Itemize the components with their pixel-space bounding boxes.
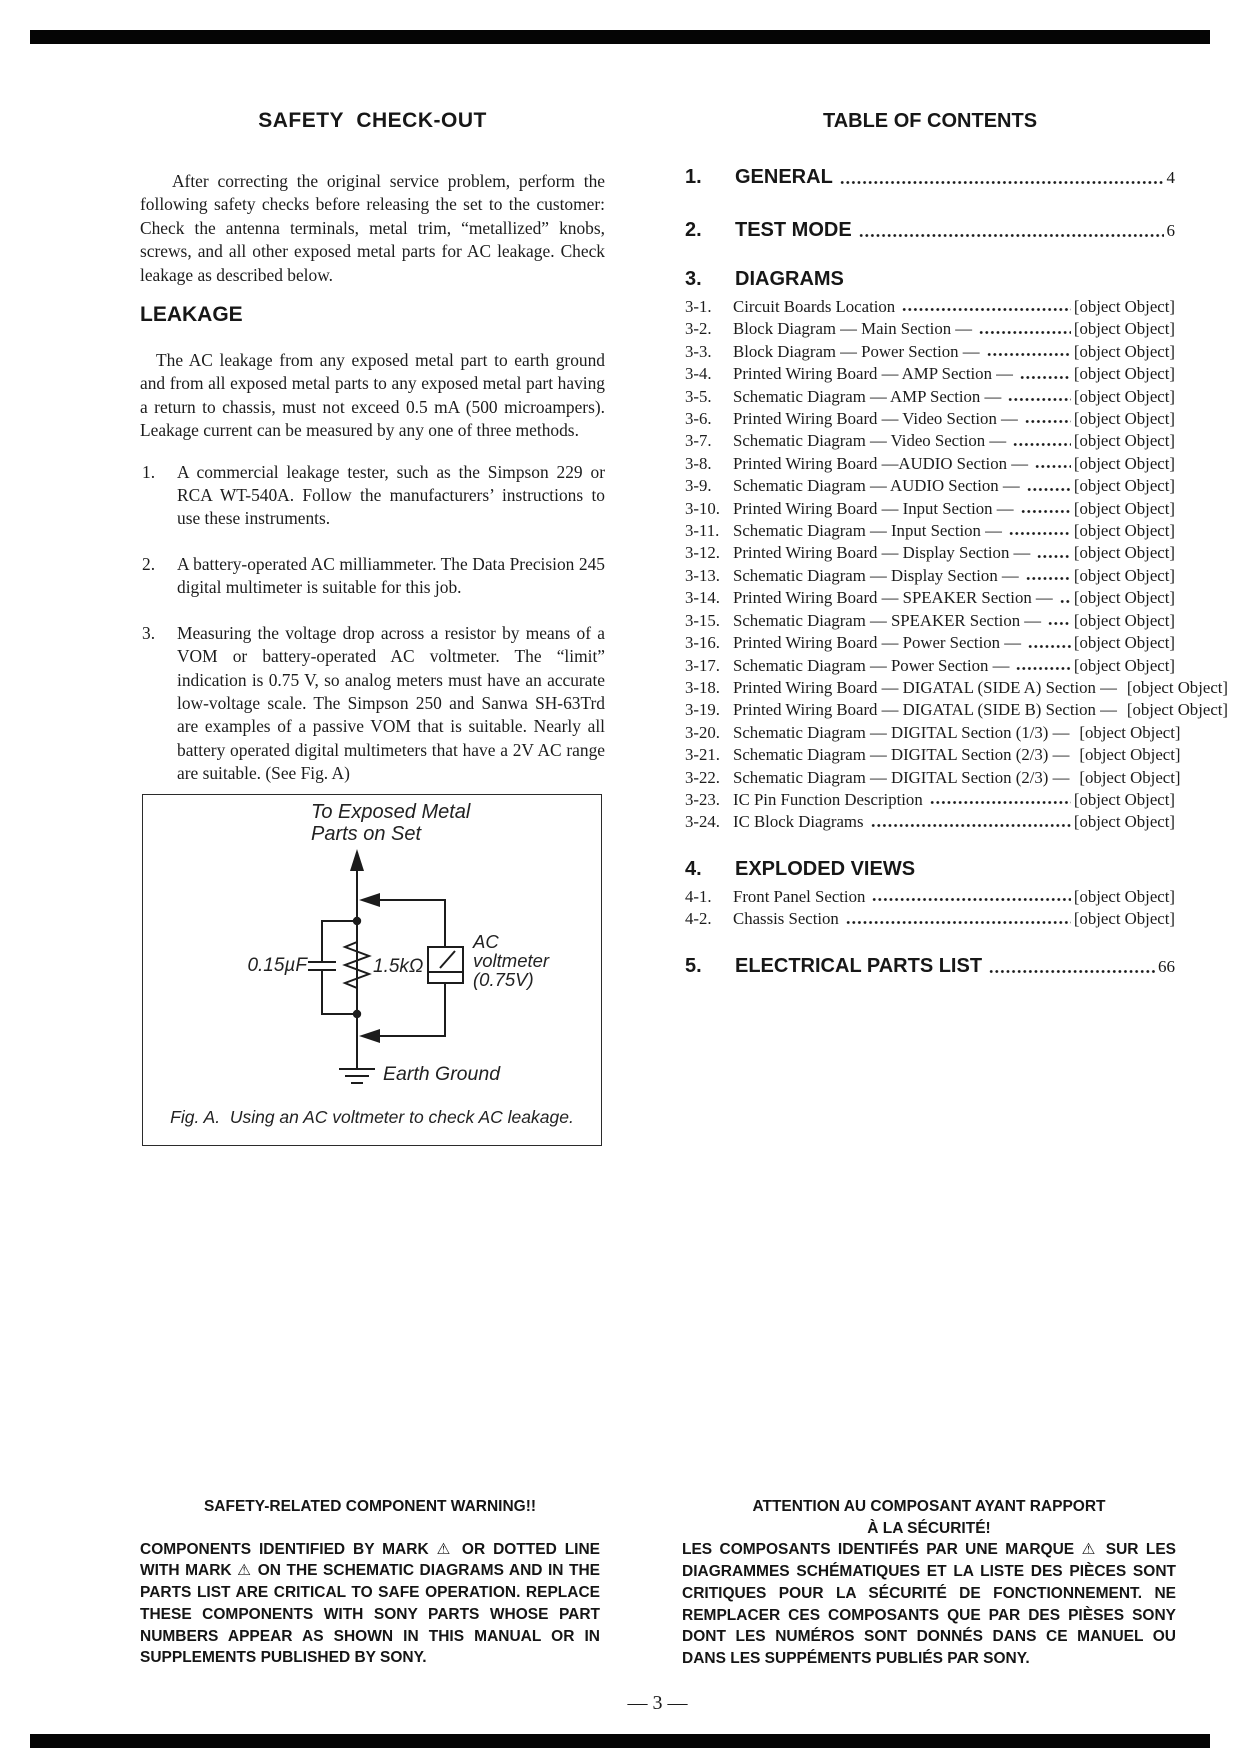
toc-subentry-page: [object Object] xyxy=(1073,386,1175,406)
toc-subentry-number: 3-10. xyxy=(685,498,720,518)
toc-entry-general xyxy=(685,164,1175,191)
toc-subentry xyxy=(685,744,1181,766)
toc-entry-number: 3. xyxy=(685,268,702,290)
toc-subentry-page: [object Object] xyxy=(1073,453,1175,473)
warning-title-line: À LA SÉCURITÉ! xyxy=(867,1519,991,1537)
toc-subentry-title: Chassis Section xyxy=(733,909,839,929)
toc-subentry-number: 3-20. xyxy=(685,722,720,742)
toc-subentry-title: Printed Wiring Board — DIGATAL (SIDE A) Section — xyxy=(733,677,1117,697)
toc-entry-diagrams xyxy=(685,266,1175,292)
leakage-body: The AC leakage from any exposed metal part to earth ground and from all exposed metal parts to any exposed metal part having a return to chassis, must not exceed 0.5 mA (500 microampers). Leakage current can be measured by any one of three methods. xyxy=(140,350,605,441)
figure-label-exposed-metal xyxy=(311,801,470,845)
leakage-methods-list xyxy=(140,461,605,786)
toc-subentry xyxy=(685,498,1175,520)
voltmeter-label xyxy=(473,932,549,989)
dotted-leader xyxy=(1048,619,1071,628)
safety-warning-french xyxy=(682,1496,1176,1670)
earth-ground-label: Earth Ground xyxy=(383,1062,501,1085)
toc-subentry-number: 4-2. xyxy=(685,909,712,929)
safety-checkout-title: SAFETY CHECK-OUT xyxy=(258,109,487,132)
toc-subentry-number: 3-24. xyxy=(685,812,720,832)
leakage-heading: LEAKAGE xyxy=(140,303,243,327)
warning-body: LES COMPOSANTS IDENTIFÉS PAR UNE MARQUE ⚠ SUR LES DIAGRAMMES SCHÉMATIQUES ET LA LISTE DES PIÈCES SONT CRITIQUES POUR LA SÉCURITÉ DE FONCTIONNEMENT. NE REMPLACER CES COMPOSANTS QUE PAR DES PIÈSES SONY DONT LES NUMÉROS SONT DONNÉS DANS CE MANUEL OU DANS LES SUPPÉMENTS PUBLIÉS PAR SONY. xyxy=(682,1541,1176,1667)
toc-subentry-page: [object Object] xyxy=(1079,745,1181,765)
toc-subentry xyxy=(685,520,1175,542)
toc-subentry-title: Printed Wiring Board — SPEAKER Section — xyxy=(733,588,1053,608)
toc-entry-number: 2. xyxy=(685,219,702,241)
figure-label-line: voltmeter xyxy=(473,949,550,971)
toc-subentry xyxy=(685,408,1175,430)
toc-entry-number: 1. xyxy=(685,166,702,188)
toc-entry-title: GENERAL xyxy=(735,166,833,188)
dotted-leader xyxy=(1026,574,1071,583)
toc-subentry-title: IC Block Diagrams xyxy=(733,812,864,832)
toc-subentry xyxy=(685,722,1181,744)
figure-caption: Fig. A. Using an AC voltmeter to check AC leakage. xyxy=(170,1106,574,1127)
figure-label-line: (0.75V) xyxy=(473,968,534,990)
toc-subentry-title: Printed Wiring Board — Video Section — xyxy=(733,409,1018,429)
toc-subentry-number: 3-21. xyxy=(685,745,720,765)
toc-subentry-title: Printed Wiring Board — Display Section — xyxy=(733,543,1031,563)
toc-subentry xyxy=(685,386,1175,408)
toc-subentry xyxy=(685,542,1175,564)
toc-subentry-page: [object Object] xyxy=(1126,677,1229,697)
dotted-leader xyxy=(1027,485,1071,494)
toc-subentry xyxy=(685,587,1175,609)
dotted-leader xyxy=(1037,552,1071,561)
toc-subentry-title: Schematic Diagram — Input Section — xyxy=(733,521,1002,541)
list-item-number: 1. xyxy=(142,461,156,482)
list-item-text: Measuring the voltage drop across a resistor by means of a VOM or battery-operated AC voltmeter. The “limit” indication is 0.75 V, so analog meters must have an accurate low-voltage scale. The Simpson 250 and Sanwa SH-63Trd are examples of a passive VOM that is suitable. Nearly all battery operated digital multimeters that have a 2V AC range are suitable. (See Fig. A) xyxy=(177,622,605,784)
ground-symbol xyxy=(339,1069,375,1083)
toc-subentry-page: [object Object] xyxy=(1073,886,1175,906)
toc-subentry-page: [object Object] xyxy=(1073,498,1175,518)
dotted-leader xyxy=(872,895,1071,904)
dotted-leader xyxy=(1020,373,1071,382)
toc-subentry-number: 3-14. xyxy=(685,588,720,608)
dotted-leader xyxy=(871,821,1071,830)
toc-subentry-title: Schematic Diagram — Power Section — xyxy=(733,655,1010,675)
toc-subentry-page: [object Object] xyxy=(1073,364,1175,384)
toc-subentry xyxy=(685,699,1229,721)
list-item-text: A battery-operated AC milliammeter. The Data Precision 245 digital multimeter is suitable for this job. xyxy=(177,553,605,598)
bottom-divider-bar xyxy=(30,1734,1210,1748)
toc-subentry-page: [object Object] xyxy=(1073,588,1175,608)
toc-subentry-number: 3-17. xyxy=(685,655,720,675)
toc-subentry-title: Printed Wiring Board — Power Section — xyxy=(733,633,1021,653)
toc-subentry-title: Printed Wiring Board — AMP Section — xyxy=(733,364,1013,384)
toc-subentry-page: [object Object] xyxy=(1126,700,1229,720)
toc-subentry-page: [object Object] xyxy=(1073,521,1175,541)
page-number: — 3 — xyxy=(627,1692,688,1714)
toc-subentry-number: 4-1. xyxy=(685,886,712,906)
dotted-leader xyxy=(1009,529,1071,538)
warning-title: SAFETY-RELATED COMPONENT WARNING!! xyxy=(203,1498,537,1515)
toc-entry-number: 5. xyxy=(685,954,702,977)
dotted-leader xyxy=(1021,507,1071,516)
toc-entry-page: 6 xyxy=(1166,221,1175,240)
toc-subentry-number: 3-15. xyxy=(685,610,720,630)
safety-checkout-intro: After correcting the original service problem, perform the following safety checks before releasing the set to the customer: Check the antenna terminals, metal trim, “metallized” knobs, screws, and all other exposed metal parts for AC leakage. Check leakage as described below. xyxy=(140,171,605,285)
toc-subentry xyxy=(685,886,1175,908)
dotted-leader xyxy=(859,231,1164,240)
toc-subentry-number: 3-3. xyxy=(685,341,712,361)
toc-subentry-title: IC Pin Function Description xyxy=(733,789,923,809)
dotted-leader xyxy=(1028,642,1071,651)
dotted-leader xyxy=(987,350,1071,359)
toc-subentry xyxy=(685,811,1175,833)
toc-subentry xyxy=(685,318,1175,340)
top-divider-bar xyxy=(30,30,1210,44)
toc-subentry-page: [object Object] xyxy=(1073,909,1175,929)
toc-subentry-number: 3-22. xyxy=(685,767,720,787)
toc-subentry xyxy=(685,789,1175,811)
toc-subentry-title: Block Diagram — Main Section — xyxy=(733,319,973,339)
toc-entry-number: 4. xyxy=(685,857,702,880)
toc-subentry-number: 3-7. xyxy=(685,431,712,451)
toc-subentry-number: 3-5. xyxy=(685,386,712,406)
toc-subentry xyxy=(685,655,1175,677)
toc-subentry-number: 3-13. xyxy=(685,565,720,585)
warning-body: COMPONENTS IDENTIFIED BY MARK ⚠ OR DOTTED LINE WITH MARK ⚠ ON THE SCHEMATIC DIAGRAMS AND IN THE PARTS LIST ARE CRITICAL TO SAFE OPERATION. REPLACE THESE COMPONENTS WITH SONY PARTS WHOSE PART NUMBERS APPEAR AS SHOWN IN THIS MANUAL OR IN SUPPLEMENTS PUBLISHED BY SONY. xyxy=(140,1540,600,1667)
toc-subentry xyxy=(685,767,1181,789)
dotted-leader xyxy=(1060,597,1071,606)
dotted-leader xyxy=(1016,664,1071,673)
dotted-leader xyxy=(989,967,1155,976)
toc-title: TABLE OF CONTENTS xyxy=(822,110,1038,132)
toc-entry-exploded-views xyxy=(685,856,1175,882)
list-item xyxy=(140,461,605,531)
toc-subentry-title: Schematic Diagram — DIGITAL Section (2/3) — xyxy=(733,767,1070,787)
toc-subentry-page: [object Object] xyxy=(1073,319,1175,339)
toc-subentry-title: Schematic Diagram — AUDIO Section — xyxy=(733,476,1020,496)
toc-subentry-number: 3-12. xyxy=(685,543,720,563)
safety-warning-english xyxy=(140,1496,600,1669)
toc-subentry-number: 3-8. xyxy=(685,453,712,473)
capacitor-value-label: 0.15µF xyxy=(247,954,307,976)
toc-subentry-title: Schematic Diagram — DIGITAL Section (1/3) — xyxy=(733,722,1070,742)
toc-subentry-title: Printed Wiring Board —AUDIO Section — xyxy=(733,453,1028,473)
dotted-leader xyxy=(979,328,1071,337)
toc-subentry-title: Circuit Boards Location xyxy=(733,297,896,316)
dotted-leader xyxy=(846,918,1071,927)
list-item-number: 3. xyxy=(142,622,156,643)
toc-subentry-page: [object Object] xyxy=(1073,409,1175,429)
toc-subentry xyxy=(685,430,1175,452)
dotted-leader xyxy=(840,178,1164,187)
toc-subentry xyxy=(685,610,1175,632)
toc-subentry-page: [object Object] xyxy=(1073,431,1175,451)
toc-subentry-number: 3-2. xyxy=(685,319,712,339)
toc-exploded-items xyxy=(685,886,1175,931)
toc-subentry xyxy=(685,453,1175,475)
toc-subentry-title: Schematic Diagram — SPEAKER Section — xyxy=(733,610,1042,630)
toc-entry-title: DIAGRAMS xyxy=(735,268,844,290)
toc-subentry-number: 3-19. xyxy=(685,700,720,720)
toc-diagrams-items xyxy=(685,296,1229,834)
toc-subentry-title: Printed Wiring Board — Input Section — xyxy=(733,498,1014,518)
list-item-number: 2. xyxy=(142,553,156,574)
toc-subentry-title: Front Panel Section xyxy=(733,886,866,906)
list-item-text: A commercial leakage tester, such as the Simpson 229 or RCA WT-540A. Follow the manufacturers’ instructions to use these instruments. xyxy=(177,461,605,529)
toc-subentry-number: 3-11. xyxy=(685,521,720,541)
toc-subentry xyxy=(685,363,1175,385)
dotted-leader xyxy=(1025,417,1071,426)
list-item xyxy=(140,553,605,600)
toc-subentry-number: 3-23. xyxy=(685,789,720,809)
voltmeter-symbol xyxy=(428,947,463,983)
toc-subentry-title: Schematic Diagram — AMP Section — xyxy=(733,386,1002,406)
toc-entry-title: TEST MODE xyxy=(735,219,852,241)
toc-subentry xyxy=(685,565,1175,587)
toc-subentry-number: 3-9. xyxy=(685,476,712,496)
toc-entry-page: 66 xyxy=(1158,956,1175,976)
toc-subentry-title: Schematic Diagram — DIGITAL Section (2/3) — xyxy=(733,745,1070,765)
toc-subentry-page: [object Object] xyxy=(1073,633,1175,653)
toc-subentry-number: 3-18. xyxy=(685,677,720,697)
dotted-leader xyxy=(902,305,1071,314)
toc-entry-title: EXPLODED VIEWS xyxy=(735,857,916,880)
figure-label-line: To Exposed Metal xyxy=(311,800,471,823)
dotted-leader xyxy=(1035,462,1071,471)
table-of-contents xyxy=(685,100,1229,980)
list-item xyxy=(140,622,605,786)
toc-subentry-page: [object Object] xyxy=(1073,655,1175,675)
figure-label-line: Parts on Set xyxy=(311,822,422,845)
toc-subentry-page: [object Object] xyxy=(1073,543,1175,563)
toc-subentry xyxy=(685,341,1175,363)
figure-label-line: AC xyxy=(473,930,499,952)
toc-subentry xyxy=(685,632,1175,654)
toc-entry-page: 4 xyxy=(1166,168,1175,187)
dotted-leader xyxy=(930,798,1071,807)
toc-subentry-page: [object Object] xyxy=(1073,565,1175,585)
toc-subentry-number: 3-4. xyxy=(685,364,712,384)
dotted-leader xyxy=(1013,440,1071,449)
toc-subentry-title: Block Diagram — Power Section — xyxy=(733,341,980,361)
toc-subentry-title: Schematic Diagram — Display Section — xyxy=(733,565,1019,585)
toc-subentry-page: [object Object] xyxy=(1073,297,1175,316)
toc-subentry-page: [object Object] xyxy=(1073,610,1175,630)
toc-subentry-page: [object Object] xyxy=(1073,789,1175,809)
toc-subentry xyxy=(685,296,1175,318)
safety-checkout-section xyxy=(140,100,605,1146)
toc-subentry-number: 3-1. xyxy=(685,297,712,316)
toc-subentry xyxy=(685,677,1229,699)
toc-entry-test-mode xyxy=(685,217,1175,244)
toc-subentry-number: 3-16. xyxy=(685,633,720,653)
toc-subentry-page: [object Object] xyxy=(1073,476,1175,496)
figure-a xyxy=(142,794,602,1146)
resistor-value-label: 1.5kΩ xyxy=(373,955,424,977)
toc-subentry-page: [object Object] xyxy=(1079,722,1181,742)
toc-entry-electrical-parts-list xyxy=(685,953,1175,980)
toc-subentry-page: [object Object] xyxy=(1079,767,1181,787)
toc-entry-title: ELECTRICAL PARTS LIST xyxy=(735,954,983,977)
warning-title-line: ATTENTION AU COMPOSANT AYANT RAPPORT xyxy=(752,1498,1106,1515)
toc-subentry xyxy=(685,908,1175,930)
toc-subentry-page: [object Object] xyxy=(1073,341,1175,361)
toc-subentry-title: Printed Wiring Board — DIGATAL (SIDE B) Section — xyxy=(733,700,1117,720)
toc-subentry-number: 3-6. xyxy=(685,409,712,429)
toc-subentry-page: [object Object] xyxy=(1073,812,1175,832)
dotted-leader xyxy=(1008,395,1071,404)
toc-subentry xyxy=(685,475,1175,497)
toc-subentry-title: Schematic Diagram — Video Section — xyxy=(733,431,1007,451)
